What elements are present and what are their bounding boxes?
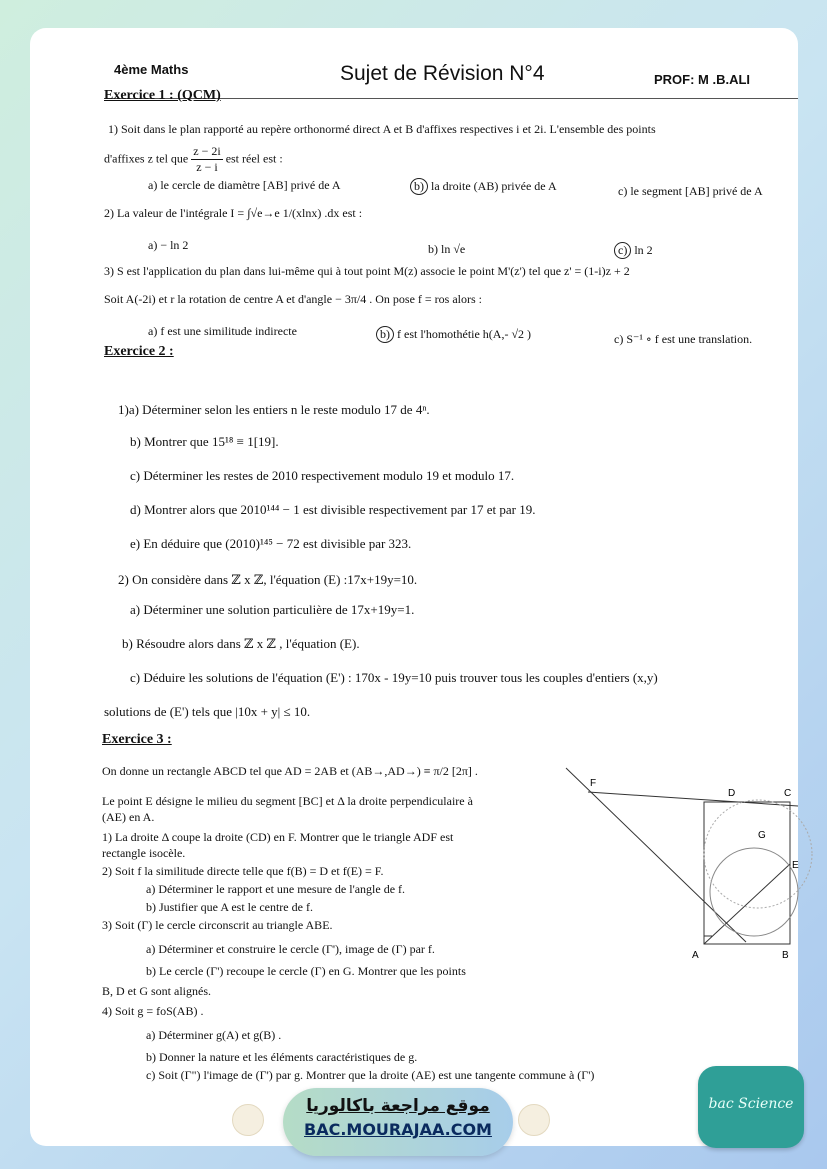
ex1-q3-option-c: c) S⁻¹ ∘ f est une translation. <box>614 332 753 346</box>
ex3-line-2: Le point E désigne le milieu du segment [BC] et Δ la droite perpendiculaire à <box>102 794 473 808</box>
ex2-line-4: d) Montrer alors que 2010¹⁴⁴ − 1 est divisible respectivement par 17 et par 19. <box>130 502 536 517</box>
ex3-line-15: b) Donner la nature et les éléments caractéristiques de g. <box>146 1050 418 1064</box>
ex1-q2-option-b: b) ln √e <box>428 242 466 256</box>
ex2-line-2: b) Montrer que 15¹⁸ ≡ 1[19]. <box>130 434 279 449</box>
ex1-q3-option-b: b) f est l'homothétie h(A,- √2 ) <box>376 326 531 343</box>
ex3-line-9: 3) Soit (Γ) le cercle circonscrit au triangle ABE. <box>102 918 333 932</box>
ex1-q1-fraction: $\frac{z - 2i}{z - i}$ <box>193 144 221 174</box>
ex2-line-5: e) En déduire que (2010)¹⁴⁵ − 72 est divisible par 323. <box>130 536 412 551</box>
ex3-line-6: 2) Soit f la similitude directe telle que f(B) = D et f(E) = F. <box>102 864 384 878</box>
exam-sheet <box>30 28 798 1146</box>
ex1-q1-prefix: d'affixes z tel que <box>104 151 189 166</box>
ex3-line-5: rectangle isocèle. <box>102 846 186 860</box>
selected-answer-circle: b) <box>376 326 394 343</box>
ex3-line-10: a) Déterminer et construire le cercle (Γ'), image de (Γ) par f. <box>146 942 435 956</box>
ex3-line-3: (AE) en A. <box>102 810 155 824</box>
ex1-q1-line2 <box>104 144 283 175</box>
ex3-line-11: b) Le cercle (Γ') recoupe le cercle (Γ) en G. Montrer que les points <box>146 964 466 978</box>
label-c: C <box>784 788 792 799</box>
circle-gamma-prime <box>704 800 812 908</box>
label-g: G <box>758 830 766 841</box>
selected-answer-circle: b) <box>410 178 428 195</box>
ex3-line-16: c) Soit (Γ") l'image de (Γ') par g. Montrer que la droite (AE) est une tangente commune à (Γ') <box>146 1068 595 1082</box>
ex3-line-4: 1) La droite Δ coupe la droite (CD) en F. Montrer que le triangle ADF est <box>102 830 454 844</box>
ex1-q1-option-a: a) le cercle de diamètre [AB] privé de A <box>148 178 341 192</box>
site-logo-left <box>232 1104 264 1136</box>
ex3-line-7: a) Déterminer le rapport et une mesure de l'angle de f. <box>146 882 406 896</box>
page-title: Sujet de Révision N°4 <box>340 62 545 85</box>
ex2-line-1: 1)a) Déterminer selon les entiers n le reste modulo 17 de 4ⁿ. <box>118 402 430 417</box>
ex2-line-6: 2) On considère dans ℤ x ℤ, l'équation (E) :17x+19y=10. <box>118 572 418 587</box>
ex1-q1-option-c: c) le segment [AB] privé de A <box>618 184 763 198</box>
site-name-arabic: موقع مراجعة باكالوريا <box>306 1096 490 1116</box>
bac-science-badge: bac Science <box>698 1066 804 1148</box>
ex2-line-10: solutions de (E') tels que |10x + y| ≤ 10. <box>104 704 311 719</box>
ex2-line-7: a) Déterminer une solution particulière de 17x+19y=1. <box>130 602 415 617</box>
site-url-link[interactable]: BAC.MOURAJAA.COM <box>304 1120 492 1139</box>
ex1-q1-line1: 1) Soit dans le plan rapporté au repère orthonormé direct A et B d'affixes respectives i et 2i. L'ensemble des points <box>108 122 656 136</box>
ex2-line-8: b) Résoudre alors dans ℤ x ℤ , l'équation (E). <box>122 636 360 651</box>
exercise-3-title: Exercice 3 : <box>102 732 172 747</box>
ex1-q2: 2) La valeur de l'intégrale I = ∫√e→e 1/(xlnx) .dx est : <box>104 206 363 220</box>
ex2-line-3: c) Déterminer les restes de 2010 respectivement modulo 19 et modulo 17. <box>130 468 515 483</box>
ex3-line-14: a) Déterminer g(A) et g(B) . <box>146 1028 282 1042</box>
ex3-line-12: B, D et G sont alignés. <box>102 984 211 998</box>
geometry-figure <box>558 764 798 964</box>
delta-line <box>566 768 746 942</box>
ex2-line-9: c) Déduire les solutions de l'équation (E') : 170x - 19y=10 puis trouver tous les couples d'entiers (x,y) <box>130 670 658 685</box>
prof-label: PROF: M .B.ALI <box>654 72 751 87</box>
ex3-line-8: b) Justifier que A est le centre de f. <box>146 900 313 914</box>
ex1-q2-option-a: a) − ln 2 <box>148 238 189 252</box>
label-b: B <box>782 950 789 961</box>
label-e: E <box>792 860 799 871</box>
exercise-1-title: Exercice 1 : (QCM) <box>104 88 221 103</box>
ex1-q3-line2: Soit A(-2i) et r la rotation de centre A et d'angle − 3π/4 . On pose f = ros alors : <box>104 292 483 306</box>
selected-answer-circle: c) <box>614 242 631 259</box>
ex1-q1-suffix: est réel est : <box>225 151 283 166</box>
circle-gamma <box>710 848 798 936</box>
label-a: A <box>692 950 699 961</box>
label-f: F <box>590 778 597 789</box>
label-d: D <box>728 788 736 799</box>
ex3-line-13: 4) Soit g = foS(AB) . <box>102 1004 204 1018</box>
rectangle-abcd <box>704 802 790 944</box>
site-logo-right <box>518 1104 550 1136</box>
ex3-line-1: On donne un rectangle ABCD tel que AD = 2AB et (AB→,AD→) ≡ π/2 [2π] . <box>102 764 478 778</box>
exercise-2-title: Exercice 2 : <box>104 344 174 359</box>
site-banner[interactable] <box>283 1088 513 1156</box>
level-label: 4ème Maths <box>114 62 189 77</box>
ex1-q3-line1: 3) S est l'application du plan dans lui-même qui à tout point M(z) associe le point M'(z') tel que z' = (1-i)z + 2 <box>104 264 630 278</box>
line-cd <box>588 792 798 806</box>
ex1-q3-option-a: a) f est une similitude indirecte <box>148 324 297 338</box>
ex1-q2-option-c: c) ln 2 <box>614 242 653 259</box>
ex1-q1-option-b: b) la droite (AB) privée de A <box>410 178 557 195</box>
